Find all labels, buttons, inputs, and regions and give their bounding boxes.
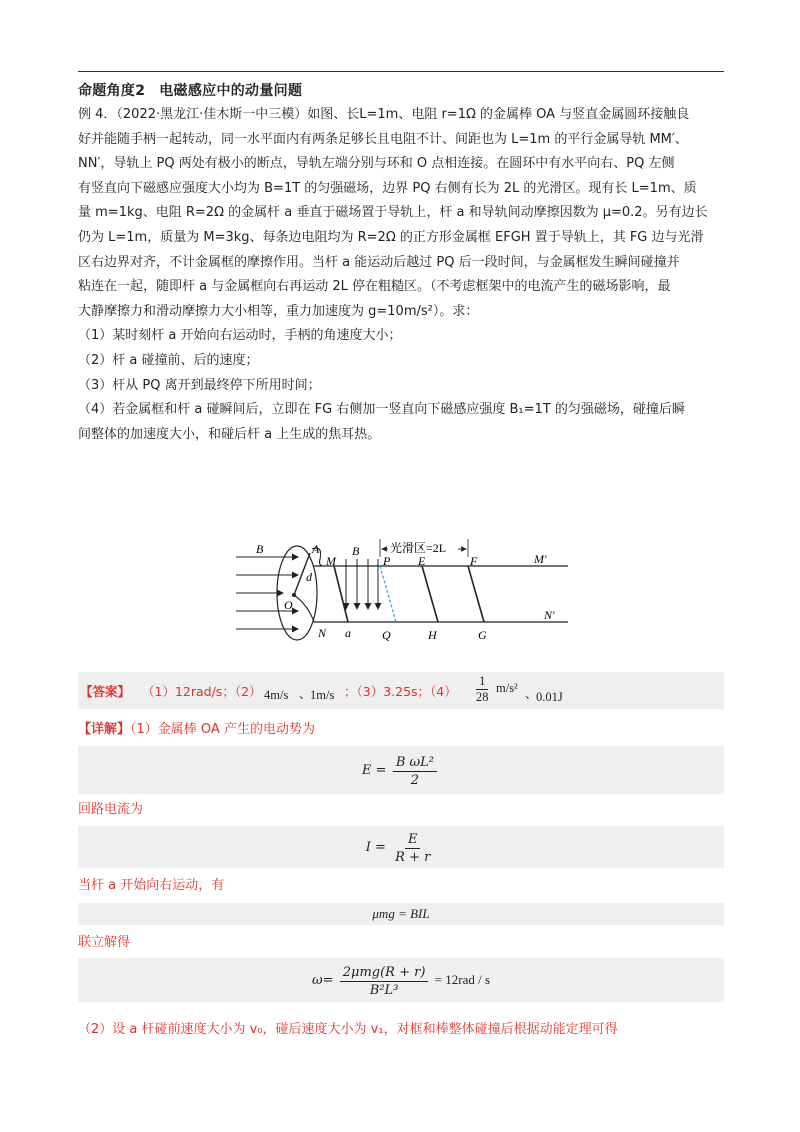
answer-accel-frac xyxy=(473,674,492,705)
answer-v-before: 4m/s xyxy=(264,688,289,702)
detail-step1: （1）金属棒 OA 产生的电动势为 xyxy=(130,722,315,737)
heading-prefix: 命题角度2 xyxy=(78,83,146,99)
problem-line: 有竖直向下磁感应强度大小均为 B=1T 的匀强磁场，边界 PQ 右侧有长为 2L 的光滑区。现有长 L=1m、质 xyxy=(78,180,697,196)
formula-current-num: E xyxy=(405,831,421,849)
formula-current-frac xyxy=(392,831,433,866)
label-b-right: B xyxy=(352,544,360,558)
answer-heat: 0.01J xyxy=(536,690,563,704)
answer-accel-den: 28 xyxy=(476,690,489,704)
answer-accel-num: 1 xyxy=(476,674,488,690)
label-n: N xyxy=(318,626,327,640)
label-rod-a: a xyxy=(345,626,351,640)
answer-sep2: 、 xyxy=(525,686,538,701)
detail-step4: 联立解得 xyxy=(78,935,131,950)
answer-accel-unit: m/s² xyxy=(496,681,518,695)
label-f: F xyxy=(470,554,478,568)
problem-line: 粘连在一起，随即杆 a 与金属框向右再运动 2L 停在粗糙区。（不考虑框架中的电流产生的磁场影响，最 xyxy=(78,279,671,295)
label-o: O xyxy=(284,598,293,612)
label-q: Q xyxy=(382,628,391,642)
answer-part1: （1）12rad/s；（2） xyxy=(142,684,262,699)
problem-line: 例 4．（2022·黑龙江·佳木斯一中三模）如图、长L=1m、电阻 r=1Ω 的金属棒 OA 与竖直金属圆环接触良 xyxy=(78,107,690,122)
formula-current-den: R + r xyxy=(395,849,431,865)
detail-tag: 【详解】 xyxy=(78,722,131,737)
label-a-point: A xyxy=(312,542,320,556)
formula-balance: μmg = BIL xyxy=(78,903,724,925)
frame-fg xyxy=(468,566,484,622)
answer-part3: ；（3）3.25s；（4） xyxy=(344,684,457,699)
detail-step3: 当杆 a 开始向右运动，有 xyxy=(78,878,225,893)
boundary-pq xyxy=(380,566,396,622)
formula-current xyxy=(78,826,724,868)
label-b-left: B xyxy=(256,542,264,556)
formula-emf-lhs: E = xyxy=(362,763,387,778)
label-e: E xyxy=(418,554,426,568)
problem-line: 大静摩擦力和滑动摩擦力大小相等，重力加速度为 g=10m/s²）。求： xyxy=(78,303,479,319)
formula-omega-rhs: = 12rad / s xyxy=(434,972,491,987)
problem-line: 仍为 L=1m，质量为 M=3kg、每条边电阻均为 R=2Ω 的正方形金属框 EFGH 置于导轨上，其 FG 边与光滑 xyxy=(78,229,704,245)
section-heading xyxy=(78,80,302,100)
question-4-cont: 间整体的加速度大小，和碰后杆 a 上生成的焦耳热。 xyxy=(78,426,381,442)
physics-figure xyxy=(228,535,578,647)
detail-intro xyxy=(78,718,724,743)
question-4: （4）若金属框和杆 a 碰瞬间后，立即在 FG 右侧加一竖直向下磁感应强度 B₁=1T 的匀强磁场，碰撞后瞬 xyxy=(78,402,685,418)
question-2: （2）杆 a 碰撞前、后的速度； xyxy=(78,352,259,368)
problem-line: 好并能随手柄一起转动，同一水平面内有两条足够长且电阻不计、间距也为 L=1m 的平行金属导轨 MM′、 xyxy=(78,131,688,147)
problem-text xyxy=(78,103,724,447)
question-3: （3）杆从 PQ 离开到最终停下所用时间； xyxy=(78,377,321,393)
label-n-prime: N′ xyxy=(544,608,555,622)
answer-sep: 、 xyxy=(299,686,312,701)
label-m-prime: M′ xyxy=(534,552,547,566)
formula-omega-den: B²L³ xyxy=(369,982,399,998)
formula-emf-num: B ωL² xyxy=(393,754,437,772)
answer-tag: 【答案】 xyxy=(80,684,131,699)
label-p: P xyxy=(383,554,391,568)
detail-step5: （2）设 a 杆碰前速度大小为 v₀，碰后速度大小为 v₁，对框和棒整体碰撞后根据动能定理可得 xyxy=(78,1022,618,1037)
formula-current-lhs: I = xyxy=(365,840,386,855)
heading-title: 电磁感应中的动量问题 xyxy=(159,83,303,99)
answer-box xyxy=(78,672,724,709)
label-g: G xyxy=(478,628,487,642)
problem-line: 区右边界对齐，不计金属框的摩擦作用。当杆 a 能运动后越过 PQ 后一段时间，与金属框发生瞬间碰撞并 xyxy=(78,254,680,270)
formula-emf xyxy=(78,746,724,794)
label-m: M xyxy=(326,554,336,568)
formula-omega-lhs: ω= xyxy=(311,973,334,988)
formula-emf-frac xyxy=(393,754,437,789)
label-region: 光滑区=2L xyxy=(390,541,447,555)
formula-omega-num: 2μmg(R + r) xyxy=(340,964,429,982)
formula-omega xyxy=(78,958,724,1002)
formula-omega-frac xyxy=(340,964,429,999)
label-d: d xyxy=(306,570,312,584)
frame-eh xyxy=(422,566,438,622)
detail-step2: 回路电流为 xyxy=(78,802,144,817)
label-h: H xyxy=(428,628,437,642)
formula-emf-den: 2 xyxy=(410,772,420,788)
problem-line: NN′，导轨上 PQ 两处有极小的断点，导轨左端分别与环和 O 点相连接。在圆环中有水平向右、PQ 左侧 xyxy=(78,156,675,172)
question-1: （1）某时刻杆 a 开始向右运动时，手柄的角速度大小； xyxy=(78,328,402,344)
problem-line: 量 m=1kg、电阻 R=2Ω 的金属杆 a 垂直于磁场置于导轨上，杆 a 和导轨间动摩擦因数为 μ=0.2。另有边长 xyxy=(78,205,708,221)
answer-v-after: 1m/s xyxy=(310,688,335,702)
top-rule xyxy=(78,71,724,72)
